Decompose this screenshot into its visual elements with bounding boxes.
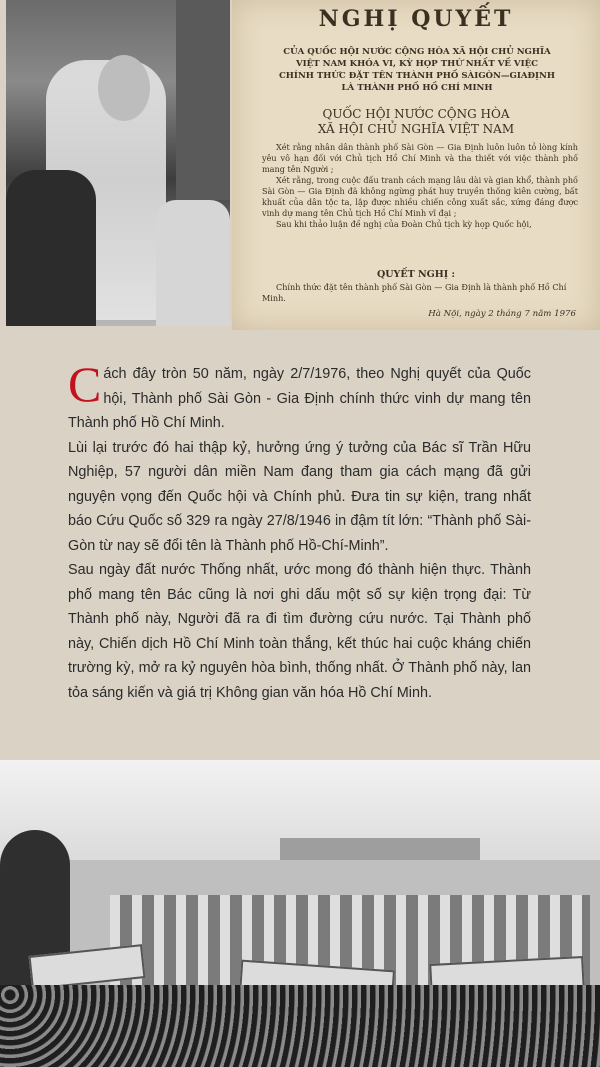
article-paragraph: Sau ngày đất nước Thống nhất, ước mong đó thành hiện thực. Thành phố mang tên Bác cũng là nơi ghi dấu một số sự kiện trọng đại: Từ Thành phố này, Người đã ra đi tìm đường cứu nước. Tại Thành phố này, Chiến dịch Hồ Chí Minh toàn thắng, kết thúc hai cuộc kháng chiến trường kỳ, mở ra kỷ nguyên hòa bình, thống nhất. Ở Thành phố này, lan tỏa sáng kiến và giá trị Không gian văn hóa Hồ Chí Minh. bbox=[68, 562, 531, 701]
resolution-resolve-text: Chính thức đặt tên thành phố Sài Gòn — Gia Định là thành phố Hồ Chí Minh. bbox=[262, 282, 567, 303]
article-paragraph: Cách đây tròn 50 năm, ngày 2/7/1976, theo Nghị quyết của Quốc hội, Thành phố Sài Gòn - Gia Định chính thức vinh dự mang tên Thành phố Hồ Chí Minh. bbox=[68, 356, 531, 431]
resolution-organization: QUỐC HỘI NƯỚC CỘNG HÒA XÃ HỘI CHỦ NGHĨA VIỆT NAM bbox=[317, 107, 515, 136]
palace-crowd-photo bbox=[0, 760, 600, 1067]
resolution-body: Xét rằng nhân dân thành phố Sài Gòn — Gia Định luôn luôn tỏ lòng kính yêu vô hạn đối với Chủ tịch Hồ Chí Minh và tha thiết với việc thành phố mang tên Người ; Xét rằng, trong cuộc đấu tranh cách mạng lâu dài và gian khổ, thành phố Sài Gòn — Gia Định đã không ngừng phát huy truyền thống kiên cường, bất khuất của dân tộc ta, lập được nhiều chiến công xuất sắc, xứng đáng được vinh dự mang tên Chủ tịch Hồ Chí Minh vĩ đại ; Sau khi thảo luận đề nghị của Đoàn Chủ tịch kỳ họp Quốc hội, bbox=[262, 142, 578, 229]
resolution-heading: CỦA QUỐC HỘI NƯỚC CỘNG HÒA XÃ HỘI CHỦ NGHĨA VIỆT NAM KHÓA VI, KỲ HỌP THỨ NHẤT VỀ VIỆC CHÍNH THỨC ĐẶT TÊN THÀNH PHỐ SÀIGÒN—GIAĐỊNH LÀ THÀNH PHỐ HỒ CHÍ MINH bbox=[278, 47, 556, 93]
top-section bbox=[0, 0, 600, 330]
dropcap: C bbox=[68, 356, 102, 412]
resolution-resolve-label: QUYẾT NGHỊ : bbox=[377, 269, 455, 280]
article-paragraph: Lùi lại trước đó hai thập kỷ, hưởng ứng ý tưởng của Bác sĩ Trần Hữu Nghiệp, 57 người dân miền Nam đang tham gia cách mạng đã gửi nguyện vọng đến Quốc hội và Chính phủ. Đưa tin sự kiện, trang nhất báo Cứu Quốc số 329 ra ngày 27/8/1946 in đậm tít lớn: “Thành phố Sài-Gòn từ nay sẽ đổi tên là Thành phố Hồ-Chí-Minh”. bbox=[68, 439, 531, 554]
resolution-title: NGHỊ QUYẾT bbox=[318, 6, 514, 32]
resolution-document bbox=[232, 0, 600, 330]
speaker-photo bbox=[6, 0, 230, 326]
resolution-signature: Hà Nội, ngày 2 tháng 7 năm 1976 bbox=[428, 309, 576, 319]
article-text bbox=[68, 356, 531, 705]
